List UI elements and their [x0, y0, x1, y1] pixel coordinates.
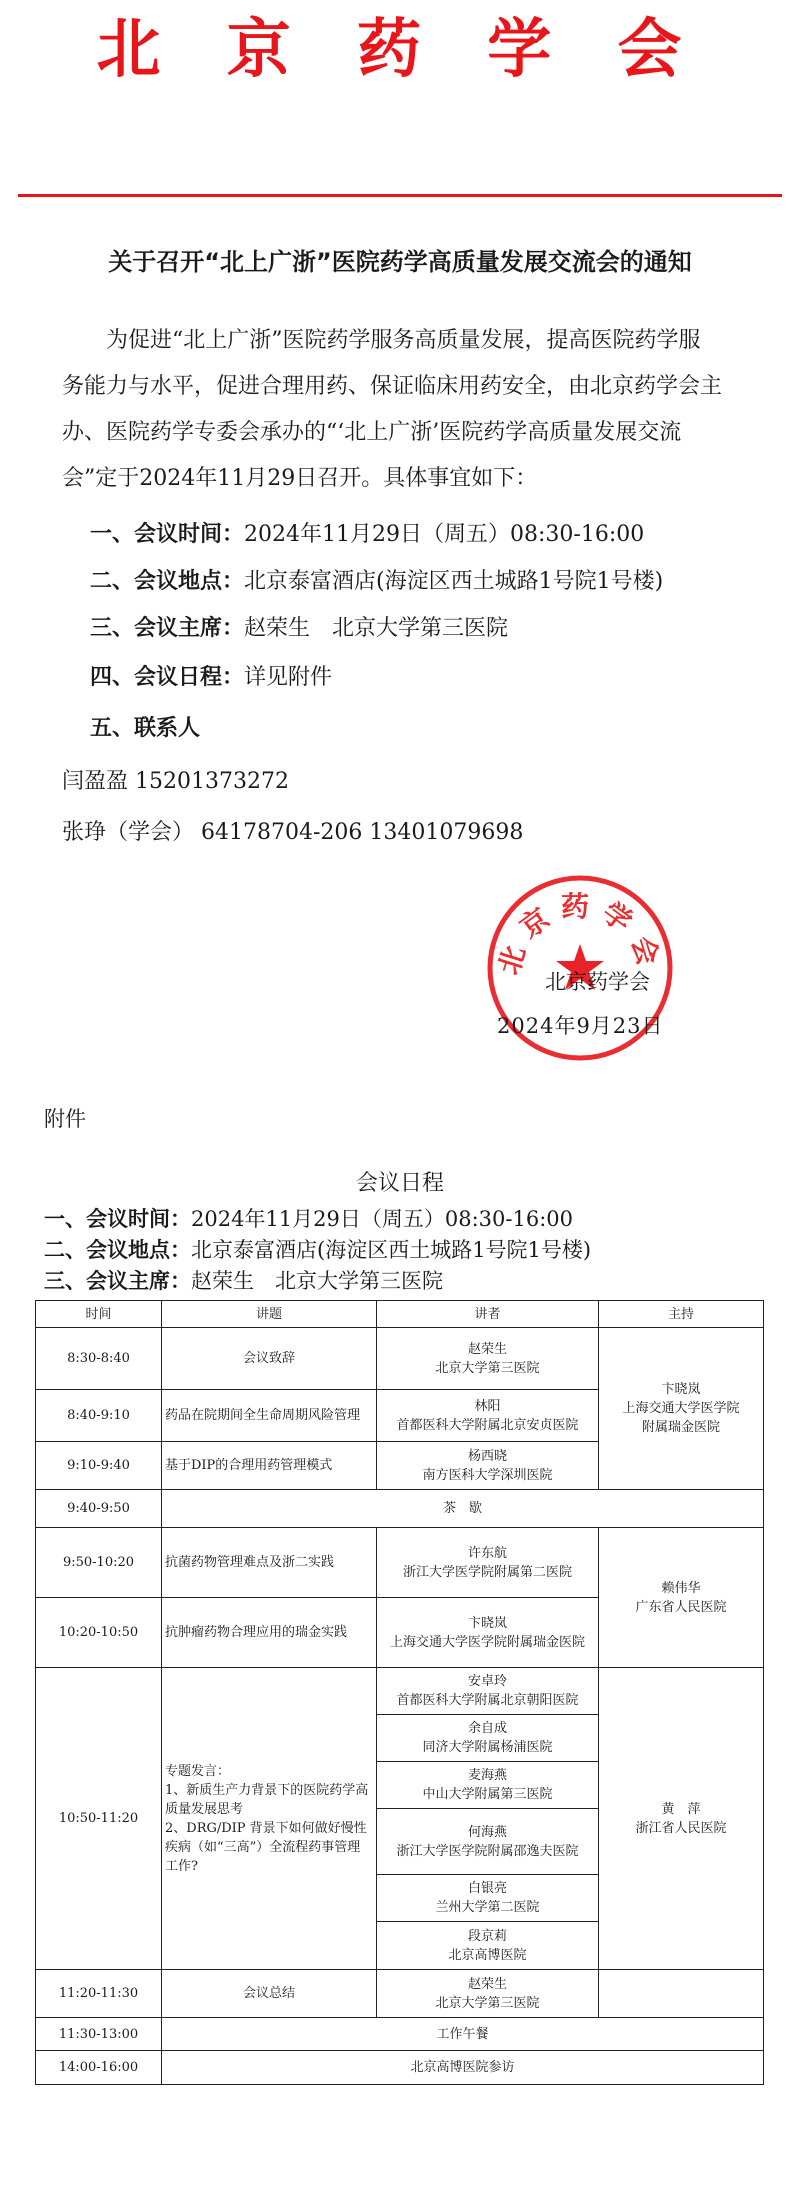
header-time: 时间 [36, 1301, 162, 1328]
cell-time: 11:20-11:30 [36, 1970, 162, 2018]
speaker-affiliation: 浙江大学医学院附属邵逸夫医院 [396, 1843, 579, 1859]
schedule-title: 会议日程 [355, 1171, 444, 1196]
info-label: 一、会议时间： [44, 1207, 191, 1231]
schedule-info-time [44, 1203, 573, 1233]
speaker-affiliation: 浙江大学医学院附属第二医院 [402, 1564, 572, 1580]
masthead-title: 北 京 药 学 会 [96, 13, 704, 87]
notice-item-chair [90, 614, 508, 644]
notice-item-contacts [90, 714, 200, 744]
cell-speaker [377, 1809, 599, 1875]
speaker-affiliation: 中山大学附属第三医院 [422, 1787, 553, 1802]
info-value: 赵荣生 北京大学第三医院 [191, 1269, 443, 1293]
cell-topic: 抗肿瘤药物合理应用的瑞金实践 [162, 1598, 377, 1668]
cell-topic: 药品在院期间全生命周期风险管理 [162, 1390, 377, 1442]
notice-item-time [90, 520, 644, 550]
cell-lunch: 工作午餐 [162, 2018, 764, 2051]
cell-time: 10:20-10:50 [36, 1598, 162, 1668]
cell-speaker [377, 1390, 599, 1442]
table-row-visit [36, 2051, 764, 2085]
item-label: 四、会议日程： [90, 665, 245, 690]
speaker-affiliation: 首都医科大学附属北京朝阳医院 [396, 1693, 579, 1708]
speaker-name: 安卓玲 [467, 1674, 507, 1689]
info-label: 三、会议主席： [44, 1269, 191, 1293]
cell-speaker [377, 1970, 599, 2018]
host-affiliation: 附属瑞金医院 [641, 1420, 720, 1435]
cell-speaker [377, 1715, 599, 1762]
cell-time: 9:40-9:50 [36, 1490, 162, 1528]
notice-item-venue [90, 567, 663, 597]
cell-host [599, 1528, 764, 1668]
contact-line: 闫盈盈 15201373272 [62, 769, 289, 794]
panel-topic-line: 专题发言： [165, 1763, 231, 1779]
table-row [36, 1970, 764, 2018]
cell-speaker [377, 1922, 599, 1970]
header-speaker: 讲者 [377, 1301, 599, 1328]
signature-date: 2024年9月23日 [497, 1014, 664, 1038]
host-name: 赖伟华 [661, 1580, 701, 1596]
speaker-affiliation: 北京大学第三医院 [435, 1995, 540, 2011]
item-value: 2024年11月29日（周五）08:30-16:00 [244, 522, 645, 547]
cell-time: 8:30-8:40 [36, 1328, 162, 1390]
cell-visit: 北京高博医院参访 [162, 2051, 764, 2085]
panel-topic-line: 1、新质生产力背景下的医院药学高质量发展思考 [165, 1782, 369, 1817]
cell-speaker [377, 1875, 599, 1922]
item-label: 三、会议主席： [90, 616, 245, 641]
cell-topic: 抗菌药物管理难点及浙二实践 [162, 1528, 377, 1598]
red-divider-rule [18, 194, 782, 197]
table-row-lunch [36, 2018, 764, 2051]
cell-host [599, 1668, 764, 1970]
speaker-name: 赵荣生 [467, 1976, 507, 1992]
attachment-label: 附件 [44, 1107, 86, 1131]
cell-host-empty [599, 1970, 764, 2018]
cell-speaker [377, 1442, 599, 1490]
host-affiliation: 上海交通大学医学院 [622, 1401, 740, 1416]
cell-speaker [377, 1528, 599, 1598]
cell-time: 9:50-10:20 [36, 1528, 162, 1598]
cell-speaker [377, 1328, 599, 1390]
host-affiliation: 浙江省人民医院 [635, 1820, 727, 1836]
speaker-affiliation: 北京大学第三医院 [435, 1360, 540, 1376]
notice-intro-paragraph [62, 318, 742, 502]
speaker-affiliation: 上海交通大学医学院附属瑞金医院 [389, 1634, 585, 1650]
cell-speaker [377, 1762, 599, 1809]
intro-line: 为促进“北上广浙”医院药学服务高质量发展，提高医院药学服 [106, 328, 701, 353]
speaker-name: 赵荣生 [467, 1341, 507, 1357]
schedule-info-chair [44, 1265, 443, 1295]
info-value: 2024年11月29日（周五）08:30-16:00 [191, 1207, 574, 1231]
cell-time: 10:50-11:20 [36, 1668, 162, 1970]
item-label: 五、联系人 [90, 716, 201, 741]
cell-time: 8:40-9:10 [36, 1390, 162, 1442]
host-name: 卞晓岚 [661, 1382, 701, 1397]
intro-line: 会”定于2024年11月29日召开。具体事宜如下： [62, 466, 538, 491]
notice-item-agenda [90, 663, 332, 693]
contact-line: 张琤（学会） 64178704-206 13401079698 [62, 820, 524, 845]
cell-topic: 会议致辞 [162, 1328, 377, 1390]
host-affiliation: 广东省人民医院 [635, 1599, 727, 1615]
info-label: 二、会议地点： [44, 1238, 191, 1262]
cell-topic: 基于DIP的合理用药管理模式 [162, 1442, 377, 1490]
speaker-name: 许东航 [467, 1545, 507, 1561]
item-value: 详见附件 [244, 665, 333, 690]
speaker-name: 麦海燕 [467, 1768, 507, 1783]
table-row-panel [36, 1668, 764, 1715]
speaker-name: 白银亮 [467, 1881, 507, 1896]
item-label: 一、会议时间： [90, 522, 245, 547]
svg-text:北京药学会: 北京药学会 [492, 890, 668, 979]
table-row [36, 1328, 764, 1390]
speaker-name: 余自成 [467, 1721, 507, 1736]
cell-topic: 会议总结 [162, 1970, 377, 2018]
cell-speaker [377, 1598, 599, 1668]
table-header-row [36, 1301, 764, 1328]
item-label: 二、会议地点： [90, 569, 245, 594]
signature-organization: 北京药学会 [545, 970, 650, 994]
speaker-name: 段京莉 [467, 1928, 507, 1944]
item-value: 赵荣生 北京大学第三医院 [244, 616, 509, 641]
host-name: 黄 萍 [661, 1801, 701, 1817]
cell-break: 茶 歇 [162, 1490, 764, 1528]
speaker-affiliation: 首都医科大学附属北京安贞医院 [396, 1417, 579, 1433]
speaker-affiliation: 北京高博医院 [448, 1947, 527, 1963]
cell-time: 14:00-16:00 [36, 2051, 162, 2085]
cell-host [599, 1328, 764, 1490]
speaker-name: 林阳 [474, 1398, 501, 1414]
speaker-name: 杨西晓 [467, 1448, 507, 1464]
header-topic: 讲题 [162, 1301, 377, 1328]
cell-topic-panel [162, 1668, 377, 1970]
speaker-name: 何海燕 [467, 1824, 507, 1840]
cell-speaker [377, 1668, 599, 1715]
table-row [36, 1528, 764, 1598]
speaker-affiliation: 同济大学附属杨浦医院 [422, 1740, 553, 1755]
schedule-info-venue [44, 1234, 591, 1264]
item-value: 北京泰富酒店(海淀区西土城路1号院1号楼) [244, 569, 664, 594]
notice-title: 关于召开“北上广浙”医院药学高质量发展交流会的通知 [108, 248, 692, 276]
speaker-affiliation: 南方医科大学深圳医院 [422, 1467, 553, 1483]
panel-topic-line: 2、DRG/DIP 背景下如何做好慢性疾病（如“三高”）全流程药事管理工作? [165, 1820, 367, 1874]
agenda-table [35, 1300, 764, 2085]
speaker-affiliation: 兰州大学第二医院 [435, 1900, 540, 1915]
speaker-name: 卞晓岚 [467, 1615, 507, 1631]
cell-time: 9:10-9:40 [36, 1442, 162, 1490]
info-value: 北京泰富酒店(海淀区西土城路1号院1号楼) [191, 1238, 592, 1262]
header-host: 主持 [599, 1301, 764, 1328]
cell-time: 11:30-13:00 [36, 2018, 162, 2051]
intro-line: 办、医院药学专委会承办的“‘北上广浙’医院药学高质量发展交流 [62, 420, 682, 445]
table-row-break [36, 1490, 764, 1528]
intro-line: 务能力与水平，促进合理用药、保证临床用药安全，由北京药学会主 [62, 374, 723, 399]
